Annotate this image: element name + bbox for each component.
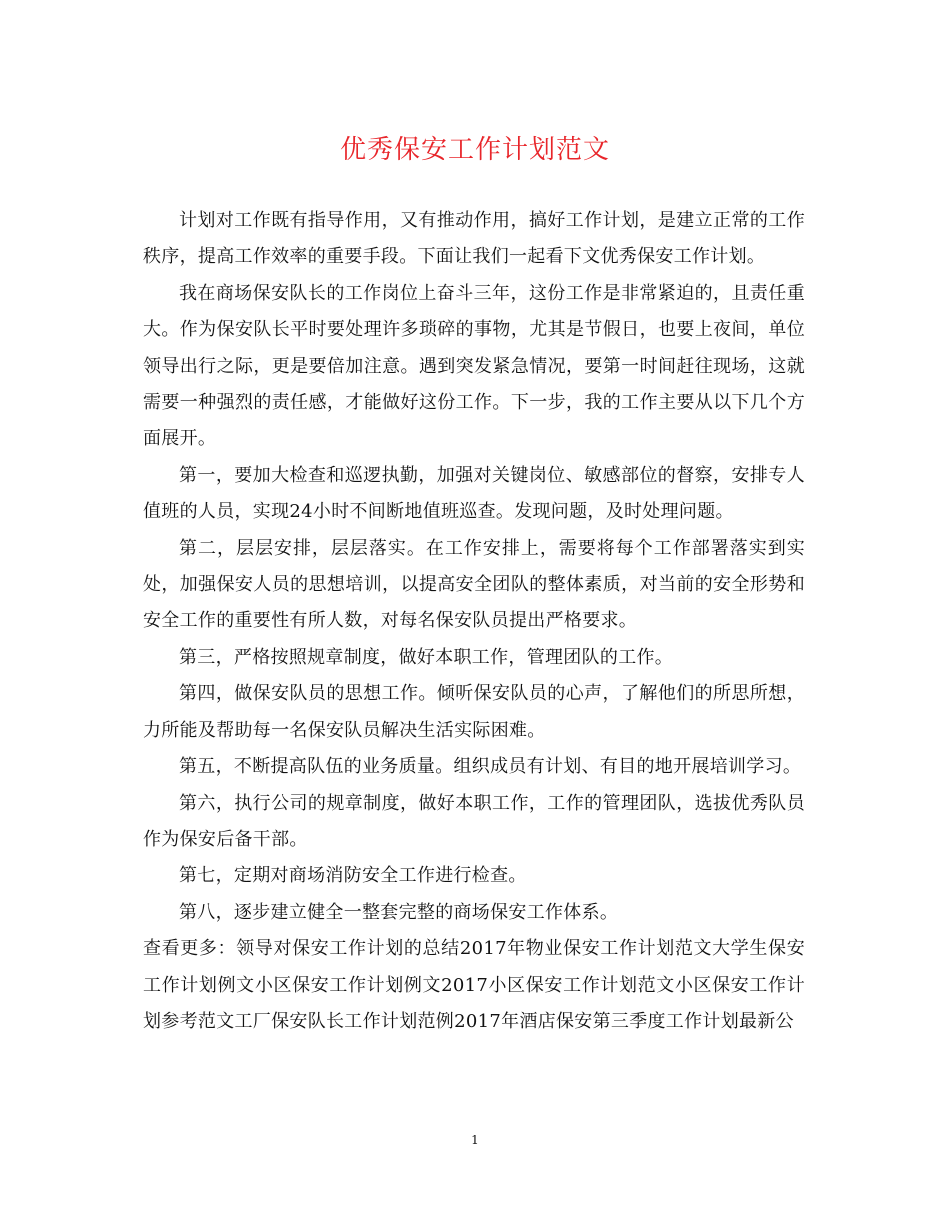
paragraph-intro: 计划对工作既有指导作用，又有推动作用，搞好工作计划，是建立正常的工作秩序，提高工作效率的重要手段。下面让我们一起看下文优秀保安工作计划。 bbox=[143, 210, 805, 268]
paragraph-item-4: 第四，做保安队员的思想工作。倾听保安队员的心声，了解他们的所思所想，力所能及帮助每一名保安队员解决生活实际困难。 bbox=[143, 683, 805, 741]
paragraph-background: 我在商场保安队长的工作岗位上奋斗三年，这份工作是非常紧迫的，且责任重大。作为保安队长平时要处理许多琐碎的事物，尤其是节假日，也要上夜间，单位领导出行之际，更是要倍加注意。遇到突发紧急情况，要第一时间赶往现场，这就需要一种强烈的责任感，才能做好这份工作。下一步，我的工作主要从以下几个方面展开。 bbox=[143, 282, 805, 450]
paragraph-item-5: 第五，不断提高队伍的业务质量。组织成员有计划、有目的地开展培训学习。 bbox=[179, 756, 802, 778]
document-title: 优秀保安工作计划范文 bbox=[339, 135, 610, 165]
document-body bbox=[143, 203, 805, 1040]
see-more-links[interactable]: 查看更多：领导对保安工作计划的总结2017年物业保安工作计划范文大学生保安工作计划例文小区保安工作计划例文2017小区保安工作计划范文小区保安工作计划参考范文工厂保安队长工作计划范例2017年酒店保安第三季度工作计划最新公 bbox=[143, 938, 805, 1032]
paragraph-item-6: 第六，执行公司的规章制度，做好本职工作，工作的管理团队，选拔优秀队员作为保安后备干部。 bbox=[143, 792, 805, 850]
paragraph-item-2: 第二，层层安排，层层落实。在工作安排上，需要将每个工作部署落实到实处，加强保安人员的思想培训，以提高安全团队的整体素质，对当前的安全形势和安全工作的重要性有所人数，对每名保安队员提出严格要求。 bbox=[143, 537, 805, 632]
page-number: 1 bbox=[471, 1133, 479, 1147]
paragraph-item-8: 第八，逐步建立健全一整套完整的商场保安工作体系。 bbox=[179, 901, 619, 923]
paragraph-item-1: 第一，要加大检查和巡逻执勤，加强对关键岗位、敏感部位的督察，安排专人值班的人员，实现24小时不间断地值班巡查。发现问题，及时处理问题。 bbox=[143, 464, 805, 523]
paragraph-item-7: 第七，定期对商场消防安全工作进行检查。 bbox=[179, 865, 527, 887]
paragraph-item-3: 第三，严格按照规章制度，做好本职工作，管理团队的工作。 bbox=[179, 646, 674, 668]
